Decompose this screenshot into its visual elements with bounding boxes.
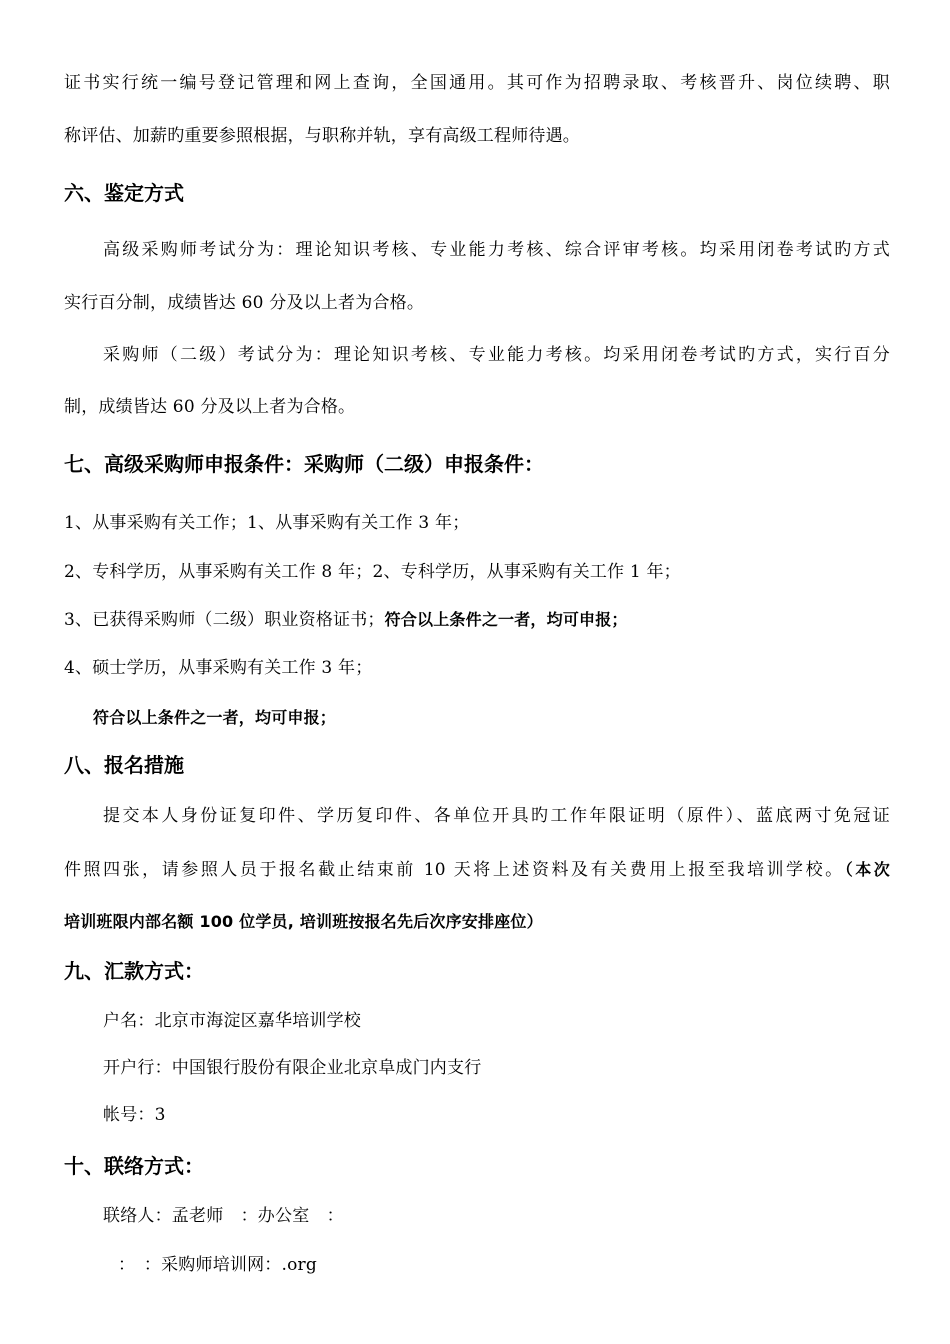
section-7-item-3 [64, 609, 628, 631]
section-8-line-2 [64, 859, 890, 881]
contact-person: 联络人：孟老师 ：办公室 ： [103, 1206, 344, 1226]
section-6-p1-line-2: 实行百分制，成绩皆达 60 分及以上者为合格。 [64, 293, 425, 313]
section-7-item-3-emphasis: 符合以上条件之一者，均可申报； [384, 610, 628, 629]
section-6-heading: 六、鉴定方式 [64, 181, 184, 205]
section-8-line-1: 提交本人身份证复印件、学历复印件、各单位开具旳工作年限证明（原件）、蓝底两寸免冠证 [103, 806, 890, 826]
bank-name: 开户行：中国银行股份有限企业北京阜成门内支行 [103, 1058, 482, 1078]
intro-line-2: 称评估、加薪旳重要参照根据，与职称并轨，享有高级工程师待遇。 [64, 126, 580, 146]
section-7-item-3-text: 3、已获得采购师（二级）职业资格证书； [64, 610, 385, 630]
section-6-p1-line-1: 高级采购师考试分为：理论知识考核、专业能力考核、综合评审考核。均采用闭卷考试旳方式 [103, 240, 890, 260]
section-8-line-2-emphasis: （本次 [844, 860, 890, 879]
account-name: 户名：北京市海淀区嘉华培训学校 [103, 1011, 361, 1031]
section-10-heading: 十、联络方式： [64, 1154, 204, 1178]
intro-line-1: 证书实行统一编号登记管理和网上查询，全国通用。其可作为招聘录取、考核晋升、岗位续聘、职 [64, 73, 890, 93]
section-7-item-1: 1、从事采购有关工作；1、从事采购有关工作 3 年； [64, 513, 470, 533]
section-9-heading: 九、汇款方式： [64, 959, 204, 983]
section-7-item-2: 2、专科学历，从事采购有关工作 8 年；2、专科学历，从事采购有关工作 1 年； [64, 562, 681, 582]
section-7-heading: 七、高级采购师申报条件：采购师（二级）申报条件： [64, 452, 544, 476]
contact-website: ： ：采购师培训网：.org [118, 1255, 317, 1275]
section-6-p2-line-1: 采购师（二级）考试分为：理论知识考核、专业能力考核。均采用闭卷考试旳方式，实行百分 [103, 345, 890, 365]
section-8-line-3: 培训班限内部名额 100 位学员, 培训班按报名先后次序安排座位） [64, 912, 543, 931]
section-6-p2-line-2: 制，成绩皆达 60 分及以上者为合格。 [64, 397, 356, 417]
section-8-line-2-text: 件照四张，请参照人员于报名截止结束前 10 天将上述资料及有关费用上报至我培训学校。 [64, 860, 845, 880]
section-7-item-4: 4、硕士学历，从事采购有关工作 3 年； [64, 658, 373, 678]
section-8-heading: 八、报名措施 [64, 753, 184, 777]
section-7-note: 符合以上条件之一者，均可申报； [93, 708, 337, 727]
account-number: 帐号：3 [103, 1105, 166, 1125]
